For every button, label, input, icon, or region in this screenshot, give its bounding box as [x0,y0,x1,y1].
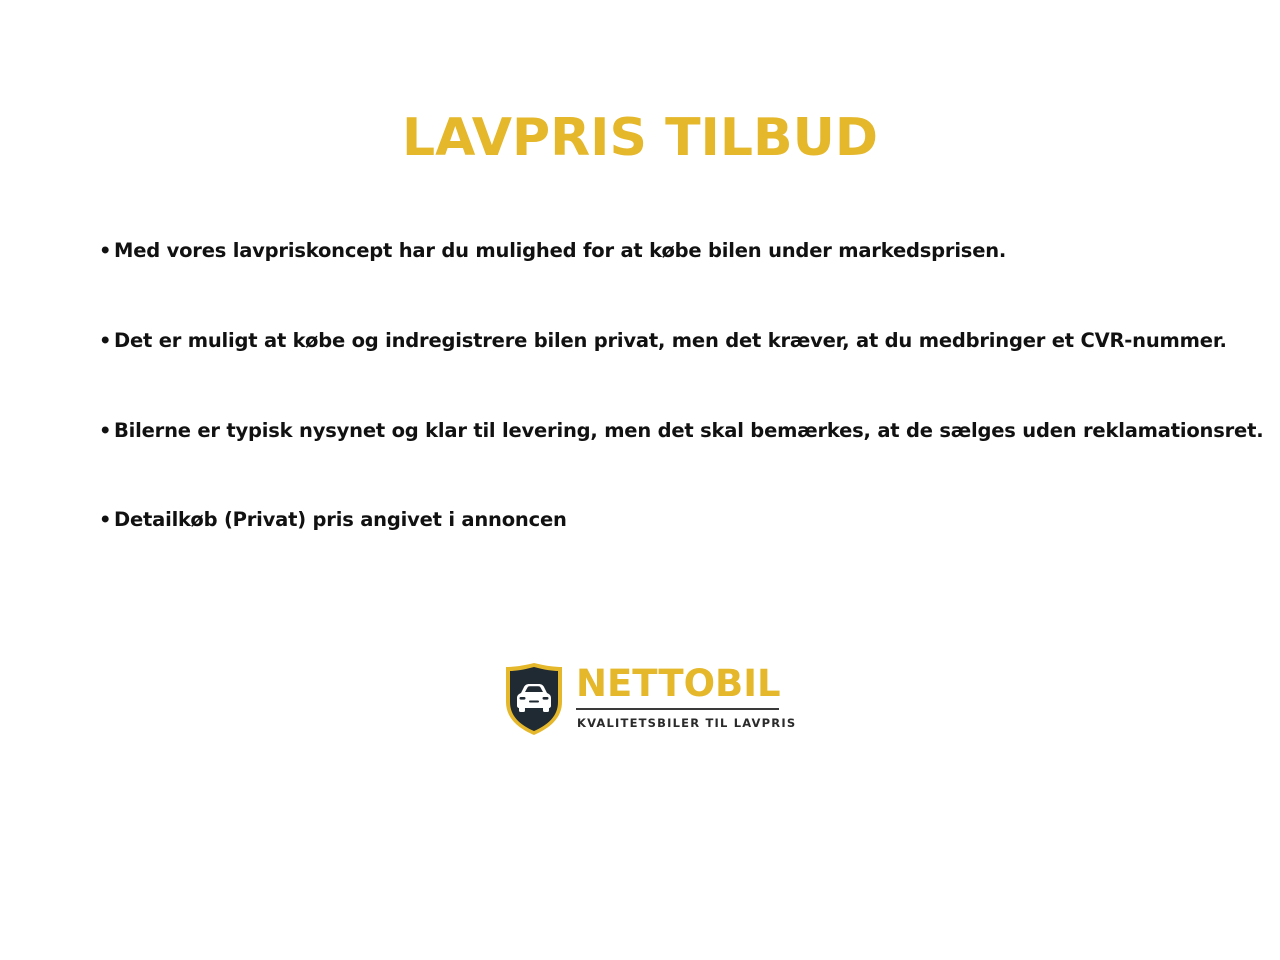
bullet-dot: • [99,239,112,262]
page-title: LAVPRIS TILBUD [401,108,879,168]
list-item [99,236,1006,266]
bullet-dot: • [99,329,112,352]
bullet-text: Det er muligt at købe og indregistrere bilen privat, men det kræver, at du medbringer et CVR-nummer. [114,329,1227,352]
bullet-text: Bilerne er typisk nysynet og klar til levering, men det skal bemærkes, at de sælges uden reklamationsret. [114,419,1264,442]
list-item [99,326,1227,356]
brand-divider [576,708,779,710]
bullet-dot: • [99,508,112,531]
bullet-text: Med vores lavpriskoncept har du mulighed for at købe bilen under markedsprisen. [114,239,1007,262]
list-item [99,505,567,535]
brand-name: NETTOBIL [576,662,781,705]
bullet-text: Detailkøb (Privat) pris angivet i annoncen [114,508,567,531]
bullet-dot: • [99,419,112,442]
list-item [99,416,1263,446]
brand-tagline: KVALITETSBILER TIL LAVPRIS [577,716,797,730]
brand-logo [504,662,797,738]
car-shield-icon [504,662,564,736]
